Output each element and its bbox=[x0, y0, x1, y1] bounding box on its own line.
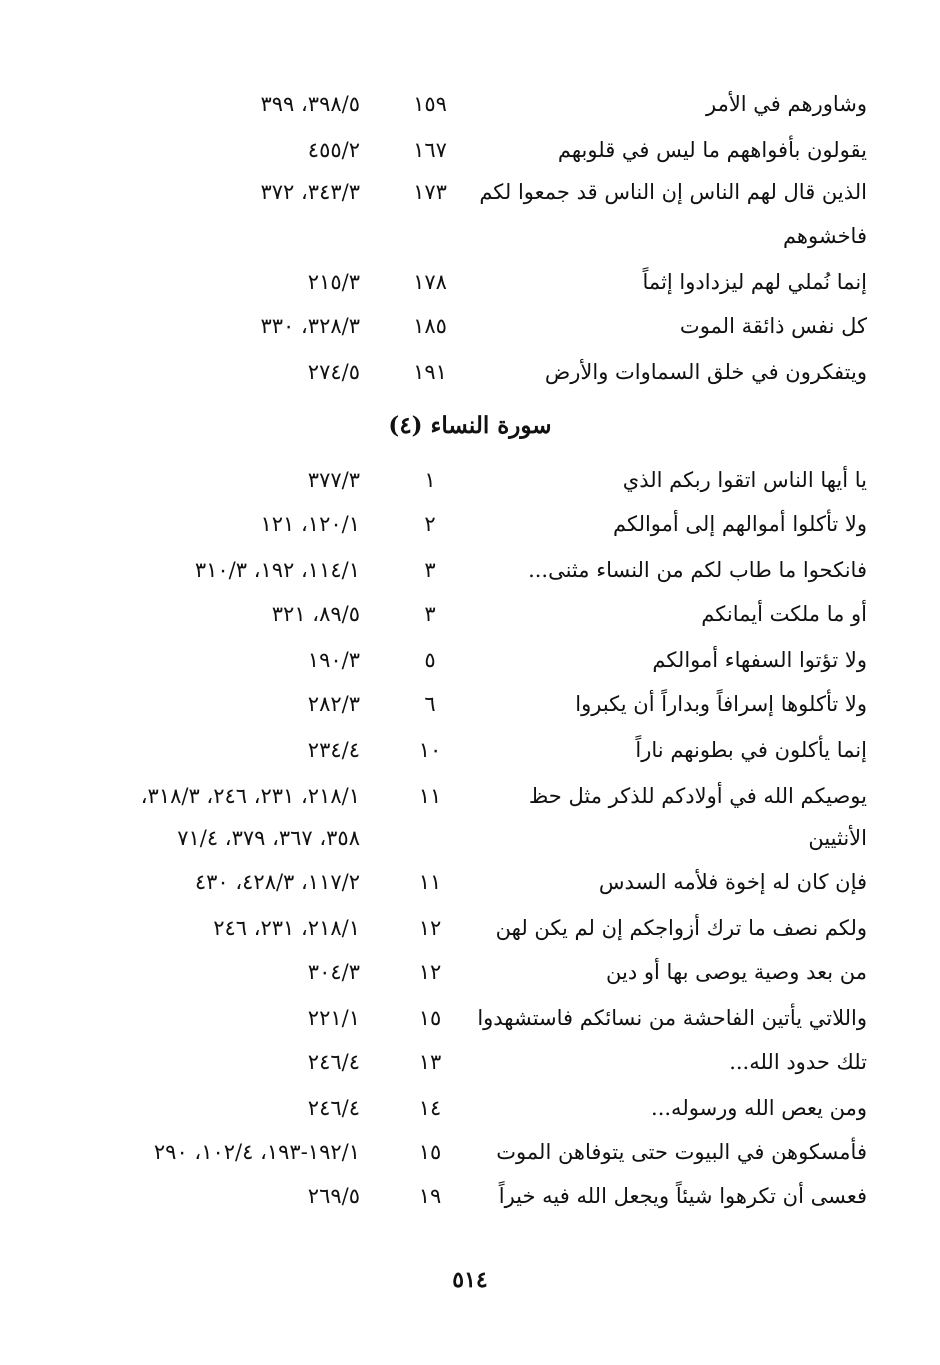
verse-text: كل نفس ذائقة الموت bbox=[679, 314, 867, 338]
ayah-number: ٣ bbox=[424, 602, 436, 626]
ayah-number: ١٢ bbox=[418, 960, 442, 984]
page-references: ١٩٠/٣ bbox=[307, 648, 360, 672]
page-references: ٢١٨/١، ٢٣١، ٢٤٦، ٣١٨/٣، bbox=[140, 784, 360, 808]
page-references: ١٢٠/١، ١٢١ bbox=[260, 512, 360, 536]
index-entry bbox=[0, 908, 940, 948]
index-entry bbox=[0, 776, 940, 816]
verse-text: فإن كان له إخوة فلأمه السدس bbox=[598, 870, 867, 894]
ayah-number: ١٧٨ bbox=[413, 270, 447, 294]
verse-text-continuation: الأنثيين bbox=[808, 826, 867, 850]
ayah-number: ١٧٣ bbox=[413, 180, 447, 204]
verse-text: وشاورهم في الأمر bbox=[705, 92, 867, 116]
verse-text: فعسى أن تكرهوا شيئاً ويجعل الله فيه خيراً bbox=[498, 1184, 867, 1208]
index-entry bbox=[0, 262, 940, 302]
verse-text: ولكم نصف ما ترك أزواجكم إن لم يكن لهن bbox=[495, 916, 867, 940]
page-references: ١١٧/٢، ٤٢٨/٣، ٤٣٠ bbox=[194, 870, 360, 894]
ayah-number: ٥ bbox=[424, 648, 436, 672]
ayah-number: ١٦٧ bbox=[413, 138, 447, 162]
index-entry bbox=[0, 1088, 940, 1128]
page-references-continuation: ٣٥٨، ٣٦٧، ٣٧٩، ٧١/٤ bbox=[177, 826, 360, 850]
verse-text: ولا تأكلوها إسرافاً وبداراً أن يكبروا bbox=[575, 692, 867, 716]
ayah-number: ١٠ bbox=[418, 738, 442, 762]
index-entry bbox=[0, 1176, 940, 1216]
ayah-number: ١٨٥ bbox=[413, 314, 447, 338]
index-entry bbox=[0, 594, 940, 634]
ayah-number: ٣ bbox=[424, 558, 436, 582]
verse-text-continuation: فاخشوهم bbox=[782, 224, 867, 248]
page-references: ٢٤٦/٤ bbox=[307, 1050, 360, 1074]
index-entry bbox=[0, 550, 940, 590]
verse-text: فانكحوا ما طاب لكم من النساء مثنى... bbox=[528, 558, 867, 582]
page-references: ١٩٢/١-١٩٣، ١٠٢/٤، ٢٩٠ bbox=[153, 1140, 360, 1164]
page-references: ٣٩٨/٥، ٣٩٩ bbox=[260, 92, 360, 116]
page-references: ٣٧٧/٣ bbox=[307, 468, 360, 492]
verse-text: الذين قال لهم الناس إن الناس قد جمعوا لكم bbox=[479, 180, 867, 204]
page-references: ٢٤٦/٤ bbox=[307, 1096, 360, 1120]
page-references: ٤٥٥/٢ bbox=[307, 138, 360, 162]
verse-text: من بعد وصية يوصى بها أو دين bbox=[606, 960, 867, 984]
verse-text: إنما نُملي لهم ليزدادوا إثماً bbox=[642, 270, 867, 294]
page-references: ١١٤/١، ١٩٢، ٣١٠/٣ bbox=[194, 558, 360, 582]
index-entry bbox=[0, 172, 940, 212]
index-entry bbox=[0, 130, 940, 170]
index-entry bbox=[0, 640, 940, 680]
index-entry bbox=[0, 998, 940, 1038]
surah-heading: سورة النساء (٤) bbox=[388, 412, 552, 439]
verse-text: تلك حدود الله... bbox=[729, 1050, 867, 1074]
ayah-number: ١٣ bbox=[418, 1050, 442, 1074]
page-references: ٢٣٤/٤ bbox=[307, 738, 360, 762]
verse-text: يوصيكم الله في أولادكم للذكر مثل حظ bbox=[528, 784, 867, 808]
page-references: ٣٤٣/٣، ٣٧٢ bbox=[260, 180, 360, 204]
page-references: ٣٠٤/٣ bbox=[307, 960, 360, 984]
ayah-number: ١١ bbox=[418, 870, 442, 894]
verse-text: ويتفكرون في خلق السماوات والأرض bbox=[544, 360, 867, 384]
verse-text: يقولون بأفواههم ما ليس في قلوبهم bbox=[557, 138, 867, 162]
index-entry bbox=[0, 684, 940, 724]
ayah-number: ١٢ bbox=[418, 916, 442, 940]
page-references: ٢٧٤/٥ bbox=[307, 360, 360, 384]
index-entry bbox=[0, 84, 940, 124]
ayah-number: ١٩١ bbox=[413, 360, 447, 384]
page-number: ٥١٤ bbox=[452, 1267, 488, 1293]
index-entry bbox=[0, 862, 940, 902]
verse-text: واللاتي يأتين الفاحشة من نسائكم فاستشهدوا bbox=[477, 1006, 867, 1030]
index-entry bbox=[0, 460, 940, 500]
page-references: ٢١٥/٣ bbox=[307, 270, 360, 294]
index-entry bbox=[0, 1042, 940, 1082]
ayah-number: ٦ bbox=[424, 692, 436, 716]
ayah-number: ١٥ bbox=[418, 1006, 442, 1030]
ayah-number: ١١ bbox=[418, 784, 442, 808]
verse-text: إنما يأكلون في بطونهم ناراً bbox=[635, 738, 867, 762]
verse-text: ولا تأكلوا أموالهم إلى أموالكم bbox=[613, 512, 867, 536]
ayah-number: ١٥ bbox=[418, 1140, 442, 1164]
index-entry bbox=[0, 504, 940, 544]
page-references: ٢٨٢/٣ bbox=[307, 692, 360, 716]
index-entry bbox=[0, 1132, 940, 1172]
ayah-number: ١٩ bbox=[418, 1184, 442, 1208]
ayah-number: ١٤ bbox=[418, 1096, 442, 1120]
verse-text: أو ما ملكت أيمانكم bbox=[701, 602, 867, 626]
page-references: ٣٢٨/٣، ٣٣٠ bbox=[260, 314, 360, 338]
ayah-number: ٢ bbox=[424, 512, 436, 536]
page-references: ٢١٨/١، ٢٣١، ٢٤٦ bbox=[213, 916, 360, 940]
ayah-number: ١ bbox=[424, 468, 436, 492]
index-entry bbox=[0, 952, 940, 992]
verse-text: فأمسكوهن في البيوت حتى يتوفاهن الموت bbox=[496, 1140, 867, 1164]
verse-text: ولا تؤتوا السفهاء أموالكم bbox=[652, 648, 867, 672]
page-references: ٢٢١/١ bbox=[307, 1006, 360, 1030]
index-entry bbox=[0, 352, 940, 392]
page-references: ٨٩/٥، ٣٢١ bbox=[271, 602, 360, 626]
page-references: ٢٦٩/٥ bbox=[307, 1184, 360, 1208]
verse-text: ومن يعص الله ورسوله... bbox=[651, 1096, 867, 1120]
index-entry bbox=[0, 730, 940, 770]
verse-text: يا أيها الناس اتقوا ربكم الذي bbox=[622, 468, 867, 492]
index-entry bbox=[0, 306, 940, 346]
ayah-number: ١٥٩ bbox=[413, 92, 447, 116]
